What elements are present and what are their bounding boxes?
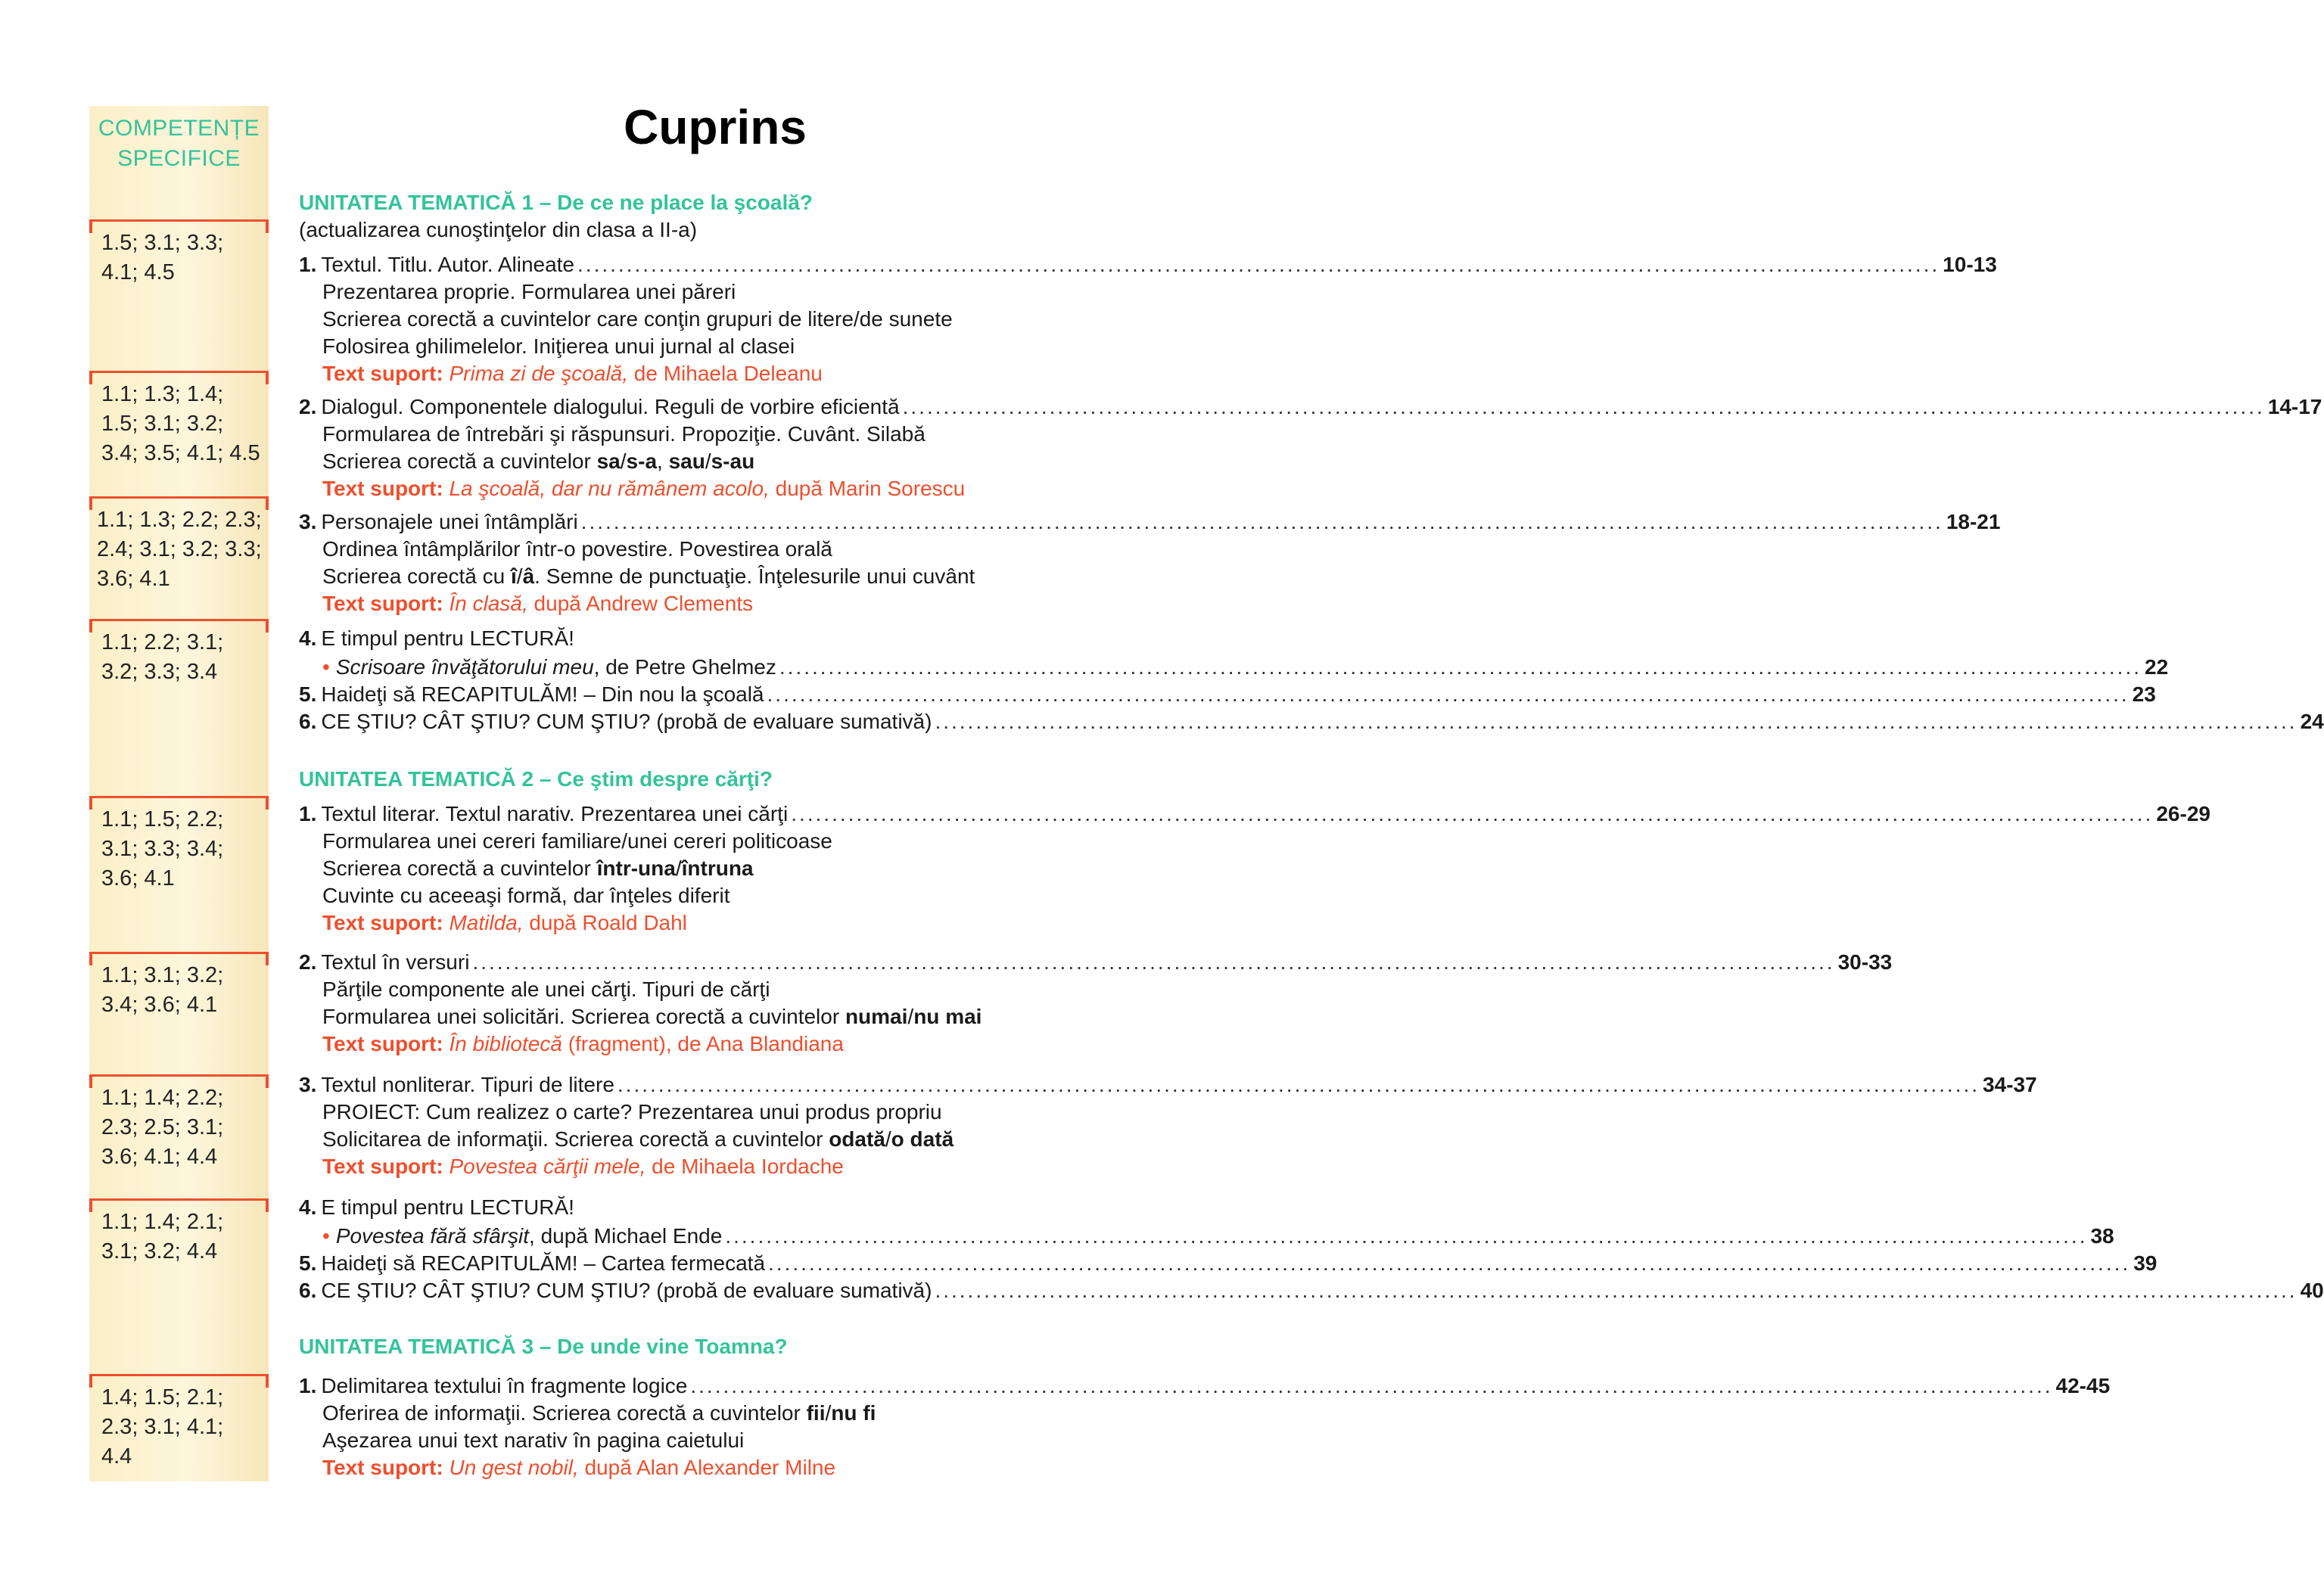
support-text-work: În bibliotecă: [449, 1032, 562, 1055]
toc-entry[interactable]: [299, 1071, 2037, 1099]
separator: /: [907, 1005, 914, 1028]
entry-pages: 10-13: [1943, 253, 1997, 276]
support-text-label: Text suport:: [322, 911, 443, 934]
unit-heading: UNITATEA TEMATICĂ 2 – Ce ştim despre cărţi?: [299, 767, 773, 791]
toc-entry[interactable]: [299, 625, 1116, 652]
bold-word: într-una: [596, 856, 676, 880]
competence-line: 3.2; 3.3; 3.4: [101, 660, 218, 684]
competence-block: [89, 796, 269, 894]
competence-block: [89, 1374, 269, 1472]
competence-line: 2.3; 3.1; 4.1;: [101, 1415, 224, 1439]
entry-description: [322, 1400, 876, 1427]
entry-number: 4.: [299, 1195, 317, 1219]
support-text-author: după Roald Dahl: [523, 911, 687, 934]
support-text-label: Text suport:: [322, 1032, 443, 1055]
competence-line: 1.4; 1.5; 2.1;: [101, 1385, 224, 1410]
bold-word: sa: [596, 449, 621, 473]
support-text-work: Matilda,: [449, 911, 524, 934]
description-text: Oferirea de informaţii. Scrierea corectă a cuvintelor: [322, 1401, 807, 1425]
separator: /: [705, 449, 711, 473]
competence-line: 2.4; 3.1; 3.2; 3.3;: [97, 537, 262, 561]
competence-line: 3.6; 4.1: [97, 567, 170, 591]
support-text-label: Text suport:: [322, 592, 443, 615]
bold-word: â: [522, 564, 535, 588]
entry-title: Textul. Titlu. Autor. Alineate: [321, 253, 575, 276]
entry-description: [322, 448, 754, 475]
bold-word: întruna: [681, 856, 754, 880]
competence-block: [89, 1198, 269, 1267]
bold-word: nu fi: [831, 1401, 876, 1425]
competence-block: [89, 371, 269, 468]
toc-entry[interactable]: [299, 800, 2210, 828]
entry-description: Aşezarea unui text narativ în pagina caietului: [322, 1428, 745, 1452]
dot-leader: .......................................................................................................................................................................: [472, 950, 1835, 974]
entry-number: 2.: [299, 395, 317, 418]
entry-pages: 14-17: [2267, 395, 2322, 418]
bold-word: s-au: [711, 449, 755, 473]
dot-leader: .......................................................................................................................................................................: [902, 395, 2265, 418]
competence-line: 1.1; 3.1; 3.2;: [101, 963, 224, 987]
toc-entry[interactable]: [322, 1223, 2114, 1250]
entry-pages: 42-45: [2055, 1374, 2111, 1397]
entry-description: Părţile componente ale unei cărţi. Tipuri de cărţi: [322, 978, 770, 1001]
entry-number: 3.: [299, 1073, 317, 1096]
dot-leader: .......................................................................................................................................................................: [725, 1224, 2088, 1248]
competence-line: 1.5; 3.1; 3.2;: [101, 412, 224, 436]
dot-leader: .......................................................................................................................................................................: [935, 710, 2298, 733]
competence-block: [89, 619, 269, 687]
entry-description: [322, 855, 754, 882]
unit-heading: UNITATEA TEMATICĂ 1 – De ce ne place la şcoală?: [299, 191, 813, 214]
competence-line: 4.4: [101, 1444, 132, 1469]
competence-line: 4.1; 4.5: [101, 260, 175, 284]
entry-title: Dialogul. Componentele dialogului. Reguli de vorbire eficientă: [321, 395, 900, 418]
bold-word: o dată: [891, 1127, 954, 1151]
sidebar-header-line: COMPETENȚE: [98, 116, 260, 141]
support-text: [322, 1454, 835, 1481]
unit-heading: UNITATEA TEMATICĂ 3 – De unde vine Toamna?: [299, 1335, 788, 1358]
competence-line: 1.5; 3.1; 3.3;: [101, 231, 224, 255]
dot-leader: .......................................................................................................................................................................: [791, 802, 2154, 825]
bold-word: s-a: [626, 449, 658, 473]
entry-description: Formularea de întrebări şi răspunsuri. Propoziţie. Cuvânt. Silabă: [322, 422, 926, 446]
entry-work: Scrisoare învăţătorului meu: [335, 655, 594, 679]
entry-description: Ordinea întâmplărilor într-o povestire. Povestirea orală: [322, 537, 832, 561]
toc-entry[interactable]: [299, 1372, 2111, 1400]
entry-pages: 38: [2090, 1224, 2114, 1248]
support-text: [322, 360, 823, 387]
entry-pages: 30-33: [1837, 950, 1893, 974]
description-text: . Semne de punctuaţie. Înţelesurile unui cuvânt: [534, 564, 975, 588]
support-text: [322, 475, 965, 502]
entry-number: 5.: [299, 682, 317, 706]
support-text-work: În clasă,: [449, 592, 528, 615]
entry-author: , după Michael Ende: [529, 1224, 723, 1248]
support-text-label: Text suport:: [322, 362, 443, 385]
entry-pages: 22: [2145, 655, 2169, 679]
entry-description: Formularea unei cereri familiare/unei cereri politicoase: [322, 829, 832, 853]
competence-line: 3.1; 3.3; 3.4;: [101, 837, 224, 861]
entry-number: 6.: [299, 710, 317, 733]
dot-leader: .......................................................................................................................................................................: [767, 682, 2130, 706]
sidebar-header-line: SPECIFICE: [117, 146, 241, 171]
support-text-author: după Marin Sorescu: [769, 477, 966, 500]
description-text: Scrierea corectă a cuvintelor: [322, 449, 597, 473]
unit-subtitle: (actualizarea cunoştinţelor din clasa a II-a): [299, 218, 698, 241]
separator: /: [675, 856, 682, 880]
entry-title: CE ŞTIU? CÂT ŞTIU? CUM ŞTIU? (probă de evaluare sumativă): [321, 1279, 932, 1302]
dot-leader: .......................................................................................................................................................................: [580, 510, 1943, 533]
toc-entry[interactable]: [299, 1277, 2324, 1304]
entry-author: , de Petre Ghelmez: [593, 655, 776, 679]
competence-line: 2.3; 2.5; 3.1;: [101, 1115, 224, 1139]
entry-description: Folosirea ghilimelelor. Iniţierea unui jurnal al clasei: [322, 334, 795, 358]
entry-number: 5.: [299, 1251, 317, 1275]
entry-pages: 24: [2300, 710, 2324, 733]
separator: /: [516, 564, 523, 588]
bold-word: odată: [829, 1127, 885, 1151]
support-text-work: Prima zi de şcoală,: [449, 362, 629, 385]
separator: /: [825, 1401, 832, 1425]
support-text: [322, 1153, 844, 1180]
support-text-work: La şcoală, dar nu rămânem acolo,: [449, 477, 770, 500]
bold-word: numai: [845, 1005, 908, 1028]
bold-word: fii: [806, 1401, 826, 1425]
competence-block: [89, 1074, 269, 1172]
support-text: [322, 909, 687, 937]
support-text: [322, 590, 753, 617]
toc-entry[interactable]: [299, 1194, 1116, 1221]
entry-pages: 39: [2133, 1251, 2158, 1275]
entry-title: Personajele unei întâmplări: [321, 510, 578, 533]
support-text-label: Text suport:: [322, 1456, 443, 1479]
entry-title: Textul în versuri: [321, 950, 470, 974]
entry-description: [322, 1126, 954, 1153]
entry-number: 1.: [299, 1374, 317, 1397]
description-text: Scrierea corectă a cuvintelor: [322, 856, 597, 880]
entry-pages: 40: [2300, 1279, 2324, 1302]
toc-entry[interactable]: [299, 949, 1893, 976]
entry-number: 1.: [299, 253, 317, 276]
support-text: [322, 1030, 844, 1058]
competence-line: 1.1; 1.4; 2.1;: [101, 1210, 224, 1234]
toc-entry[interactable]: [299, 708, 2324, 735]
entry-title: CE ŞTIU? CÂT ŞTIU? CUM ŞTIU? (probă de evaluare sumativă): [321, 710, 932, 733]
competence-line: 1.1; 1.5; 2.2;: [101, 807, 224, 831]
support-text-label: Text suport:: [322, 1155, 443, 1178]
bullet-icon: •: [322, 1224, 330, 1248]
entry-pages: 34-37: [1983, 1073, 2037, 1096]
entry-work: Povestea fără sfârşit: [335, 1224, 530, 1248]
competence-line: 1.1; 2.2; 3.1;: [101, 630, 224, 654]
entry-number: 1.: [299, 802, 317, 825]
entry-description: [322, 1003, 982, 1030]
entry-title: Haideţi să RECAPITULĂM! – Din nou la şcoală: [321, 682, 764, 706]
bullet-icon: •: [322, 655, 330, 679]
sidebar-header: [89, 113, 269, 174]
dot-leader: .......................................................................................................................................................................: [779, 655, 2142, 679]
support-text-label: Text suport:: [322, 477, 443, 500]
separator: /: [620, 449, 627, 473]
bold-word: nu mai: [913, 1005, 982, 1028]
dot-leader: .......................................................................................................................................................................: [690, 1374, 2053, 1397]
support-text-work: Un gest nobil,: [449, 1456, 579, 1479]
entry-number: 6.: [299, 1279, 317, 1302]
entry-title: E timpul pentru LECTURĂ!: [321, 626, 574, 650]
entry-title: Textul nonliterar. Tipuri de litere: [321, 1073, 614, 1096]
entry-description: Scrierea corectă a cuvintelor care conţin grupuri de litere/de sunete: [322, 307, 953, 331]
entry-title: Haideţi să RECAPITULĂM! – Cartea fermecată: [321, 1251, 766, 1275]
support-text-work: Povestea cărţii mele,: [449, 1155, 646, 1178]
competences-sidebar: [89, 106, 269, 1481]
support-text-author: de Mihaela Iordache: [646, 1155, 844, 1178]
toc-entry[interactable]: [299, 393, 2322, 421]
toc-entry[interactable]: [299, 508, 2001, 536]
support-text-author: (fragment), de Ana Blandiana: [562, 1032, 844, 1055]
entry-pages: 18-21: [1946, 510, 2001, 533]
competence-line: 3.1; 3.2; 4.4: [101, 1239, 218, 1264]
competence-line: 1.1; 1.4; 2.2;: [101, 1086, 224, 1110]
dot-leader: .......................................................................................................................................................................: [617, 1073, 1980, 1096]
entry-number: 3.: [299, 510, 317, 533]
dot-leader: .......................................................................................................................................................................: [577, 253, 1940, 276]
separator: ,: [657, 449, 669, 473]
competence-line: 1.1; 1.3; 2.2; 2.3;: [97, 508, 262, 532]
support-text-author: de Mihaela Deleanu: [628, 362, 823, 385]
support-text-author: după Andrew Clements: [527, 592, 754, 615]
toc-entry[interactable]: [322, 654, 2169, 681]
entry-pages: 26-29: [2156, 802, 2210, 825]
entry-description: Prezentarea proprie. Formularea unei păreri: [322, 280, 736, 303]
separator: /: [885, 1127, 891, 1151]
entry-description: Cuvinte cu aceeaşi formă, dar înţeles diferit: [322, 884, 730, 907]
entry-description: PROIECT: Cum realizez o carte? Prezentarea unui produs propriu: [322, 1100, 942, 1124]
toc-entry[interactable]: [299, 1250, 2158, 1277]
toc-entry[interactable]: [299, 681, 2156, 708]
entry-description: [322, 563, 975, 590]
description-text: Solicitarea de informaţii. Scrierea corectă a cuvintelor: [322, 1127, 829, 1151]
entry-title: Textul literar. Textul narativ. Prezentarea unei cărţi: [321, 802, 789, 825]
bold-word: sau: [668, 449, 705, 473]
entry-pages: 23: [2132, 682, 2156, 706]
support-text-author: după Alan Alexander Milne: [578, 1456, 836, 1479]
bold-word: î: [511, 564, 517, 588]
toc-entry[interactable]: [299, 251, 1997, 278]
description-text: Formularea unei solicitări. Scrierea corectă a cuvintelor: [322, 1005, 845, 1028]
entry-number: 4.: [299, 626, 317, 650]
competence-line: 3.6; 4.1; 4.4: [101, 1145, 218, 1169]
competence-line: 3.4; 3.5; 4.1; 4.5: [101, 441, 260, 465]
competence-line: 3.4; 3.6; 4.1: [101, 993, 218, 1017]
competence-line: 1.1; 1.3; 1.4;: [101, 382, 224, 406]
page-title: Cuprins: [624, 100, 807, 154]
description-text: Scrierea corectă cu: [322, 564, 511, 588]
competence-block: [89, 219, 269, 288]
entry-number: 2.: [299, 950, 317, 974]
dot-leader: .......................................................................................................................................................................: [935, 1279, 2298, 1302]
competence-block: [89, 952, 269, 1020]
competence-block: [89, 496, 269, 594]
entry-title: E timpul pentru LECTURĂ!: [321, 1195, 574, 1219]
entry-title: Delimitarea textului în fragmente logice: [321, 1374, 688, 1397]
dot-leader: .......................................................................................................................................................................: [768, 1251, 2131, 1275]
competence-line: 3.6; 4.1: [101, 866, 175, 891]
